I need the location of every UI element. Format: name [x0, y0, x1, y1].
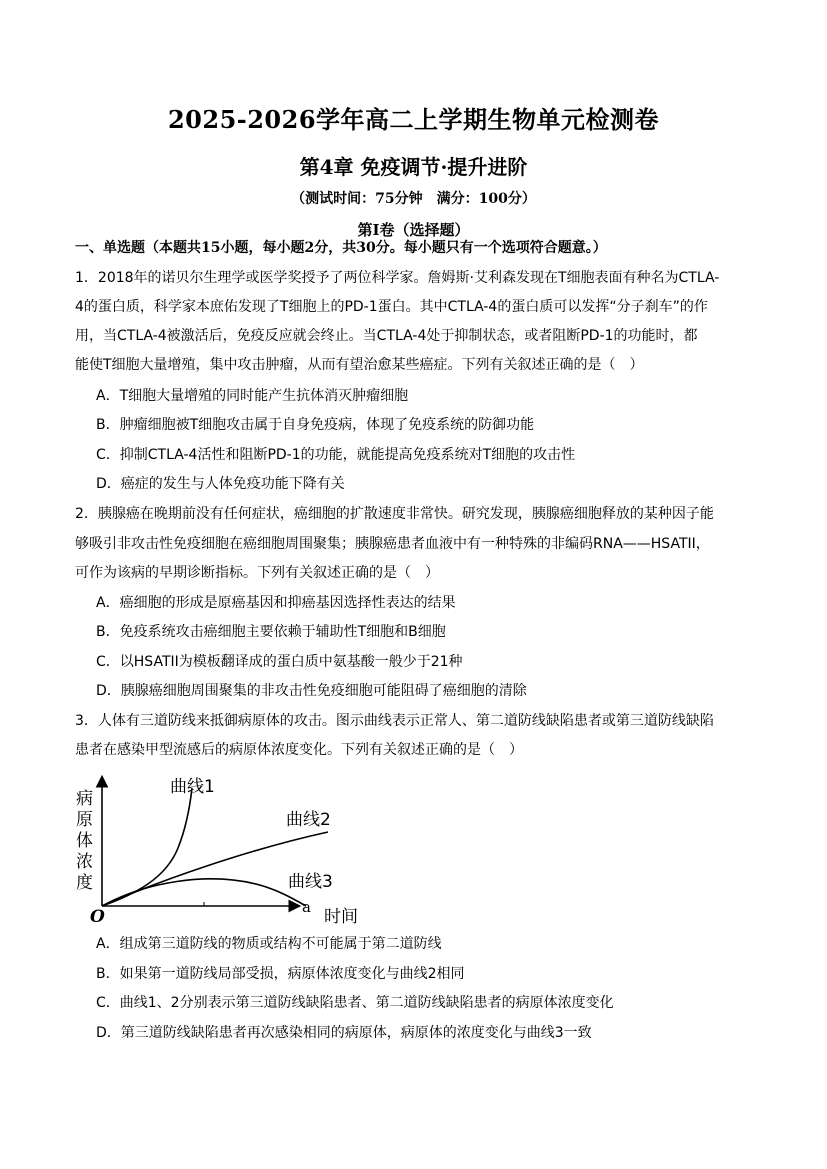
y-axis-label-char: 浓 [76, 852, 93, 872]
question-1-option-d: D．癌症的发生与人体免疫功能下降有关 [96, 476, 345, 492]
question-1-line-2: 4的蛋白质，科学家本庶佑发现了T细胞上的PD-1蛋白。其中CTLA-4的蛋白质可以发挥“分子刹车”的作 [75, 299, 708, 315]
chapter-title: 第4章 免疫调节·提升进阶 [299, 155, 528, 179]
curve-1-label: 曲线1 [170, 777, 215, 797]
curve-3 [102, 879, 306, 906]
figure-svg [66, 770, 366, 930]
question-2-option-a: A．癌细胞的形成是原癌基因和抑癌基因选择性表达的结果 [96, 595, 456, 611]
origin-label: O [90, 907, 105, 927]
question-1-option-b: B．肿瘤细胞被T细胞攻击属于自身免疫病，体现了免疫系统的防御功能 [96, 417, 535, 433]
page-title: 2025-2026学年高二上学期生物单元检测卷 [167, 105, 660, 134]
curve-2-label: 曲线2 [286, 810, 331, 830]
y-axis-label-char: 病 [76, 789, 93, 809]
question-3-option-d: D．第三道防线缺陷患者再次感染相同的病原体，病原体的浓度变化与曲线3一致 [96, 1025, 592, 1041]
y-axis-label-char: 度 [76, 873, 93, 893]
question-1-line-1: 1．2018年的诺贝尔生理学或医学奖授予了两位科学家。詹姆斯·艾利森发现在T细胞表面有种名为CTLA- [75, 270, 720, 286]
x-axis-label: 时间 [324, 907, 358, 927]
volume-title: 第Ⅰ卷（选择题） [357, 221, 470, 239]
question-3-option-c: C．曲线1、2分别表示第三道防线缺陷患者、第二道防线缺陷患者的病原体浓度变化 [96, 995, 614, 1011]
y-axis-label-char: 原 [76, 810, 93, 830]
section-heading: 一、单选题（本题共15小题，每小题2分，共30分。每小题只有一个选项符合题意。） [75, 240, 607, 256]
curve-2 [102, 832, 328, 906]
question-2-option-d: D．胰腺癌细胞周围聚集的非攻击性免疫细胞可能阻碍了癌细胞的清除 [96, 683, 527, 699]
question-3-option-a: A．组成第三道防线的物质或结构不可能属于第二道防线 [96, 936, 442, 952]
curve-3-label: 曲线3 [288, 872, 333, 892]
exam-info: （测试时间：75分钟 满分：100分） [291, 191, 536, 207]
y-axis-label-char: 体 [76, 831, 93, 851]
question-3-option-b: B．如果第一道防线局部受损，病原体浓度变化与曲线2相同 [96, 966, 465, 982]
pathogen-concentration-figure [66, 770, 366, 930]
question-2-line-3: 可作为该病的早期诊断指标。下列有关叙述正确的是（ ） [75, 565, 439, 581]
question-1-line-3: 用，当CTLA-4被激活后，免疫反应就会终止。当CTLA-4处于抑制状态，或者阻断PD-1的功能时，都 [75, 328, 698, 344]
question-3-line-2: 患者在感染甲型流感后的病原体浓度变化。下列有关叙述正确的是（ ） [75, 742, 523, 758]
question-2-option-c: C．以HSATII为模板翻译成的蛋白质中氨基酸一般少于21种 [96, 654, 463, 670]
question-1-line-4: 能使T细胞大量增殖，集中攻击肿瘤，从而有望治愈某些癌症。下列有关叙述正确的是（ ） [75, 357, 644, 373]
question-3-line-1: 3．人体有三道防线来抵御病原体的攻击。图示曲线表示正常人、第二道防线缺陷患者或第三道防线缺陷 [75, 713, 714, 729]
question-2-line-1: 2．胰腺癌在晚期前没有任何症状，癌细胞的扩散速度非常快。研究发现，胰腺癌细胞释放的某种因子能 [75, 506, 714, 522]
question-2-line-2: 够吸引非攻击性免疫细胞在癌细胞周围聚集；胰腺癌患者血液中有一种特殊的非编码RNA——HSATII， [75, 536, 710, 552]
question-1-option-c: C．抑制CTLA-4活性和阻断PD-1的功能，就能提高免疫系统对T细胞的攻击性 [96, 447, 576, 463]
question-2-option-b: B．免疫系统攻击癌细胞主要依赖于辅助性T细胞和B细胞 [96, 624, 446, 640]
a-label: a [302, 898, 311, 916]
question-1-option-a: A．T细胞大量增殖的同时能产生抗体消灭肿瘤细胞 [96, 388, 409, 404]
